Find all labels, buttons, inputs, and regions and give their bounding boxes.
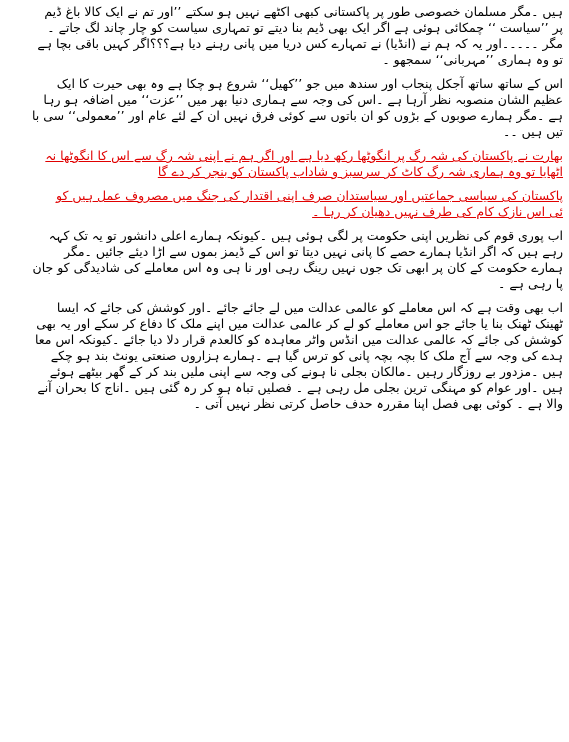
text-line: ہدے کی وجہ سے آج ملک کا بچہ بچہ پانی کو ترس گیا ہے ۔ہمارے ہزاروں صنعتی یونٹ بند ہو چکے xyxy=(50,348,563,363)
paragraph-2 xyxy=(6,76,563,140)
text-line: ہیں ۔مزدور بے روزگار رہیں ۔مالکان بجلی نا ہونے کی وجہ سے اپنی ملیں بند کر کے گھر بیٹھے ہوئے xyxy=(49,364,563,379)
text-line: کوشش کی جائے کہ عالمی عدالت میں انڈس واٹر معاہدہ کو کالعدم قرار دلا دیا جائے ۔کیونکہ اس معا xyxy=(34,332,563,347)
text-line: تیں ہیں ۔۔ xyxy=(503,124,563,139)
text-line: تو وہ ہماری ’’مہربانی‘‘ سمجھو ۔ xyxy=(382,52,563,67)
text-line: والا ہے ۔ کوئی بھی فصل اپنا مقررہ حدف حاصل کرتی نظر نہیں آتی ۔ xyxy=(193,396,563,411)
text-line: اب پوری قوم کی نظریں اپنی حکومت پر لگی ہوئی ہیں ۔کیونکہ ہمارے اعلی دانشور تو یہ تک کہہ xyxy=(48,228,563,243)
highlighted-text-line: ئی اس نازک کام کی طرف نہیں دھیان کر رہا ۔ xyxy=(312,204,563,219)
highlighted-paragraph-1 xyxy=(6,148,563,180)
text-line: ہے ۔مگر ہمارے صوبوں کے بڑوں کو ان باتوں سے کوئی فرق نہیں ان کے لئے عام اور ’’معمولی‘‘ سی با xyxy=(31,108,563,123)
text-line: اس کے ساتھ ساتھ آجکل پنجاب اور سندھ میں جو ’’کھیل‘‘ شروع ہو چکا ہے وہ بھی حیرت کا ایک xyxy=(56,76,563,91)
text-line: پا رہی ہے ۔ xyxy=(498,276,563,291)
text-line: ہیں ۔اور عوام کو مہنگی ترین بجلی مل رہی ہے ۔ فصلیں تباہ ہو کر رہ گئی ہیں ۔اناج کا بحران آنے xyxy=(37,380,563,395)
highlighted-paragraph-2 xyxy=(6,188,563,220)
text-line: مگر ۔۔۔۔۔اور یہ کہ ہم نے (انڈیا) نے تمہارے کس دریا میں پانی رہنے دیا ہے؟؟؟اگر کہیں باقی بچا ہے xyxy=(37,36,563,51)
highlighted-text-line: اٹھایا تو وہ ہماری شہ رگ کاٹ کر سرسبز و شاداب پاکستان کو بنجر کر دے گا xyxy=(157,164,563,179)
text-line: ہیں ۔مگر مسلمان خصوصی طور پر پاکستانی کبھی اکٹھے نہیں ہو سکتے ’’اور تم نے ایک کالا باغ ڈیم xyxy=(44,4,563,19)
paragraph-3 xyxy=(6,228,563,292)
highlighted-text-line: پاکستان کی سیاسی جماعتیں اور سیاستدان صرف اپنی اقتدار کی جنگ میں مصروف عمل ہیں کو xyxy=(56,188,563,203)
highlighted-text-line: بھارت نے پاکستان کی شہ رگ پر انگوٹھا رکھ دیا ہے اور اگر ہم نے اپنی شہ رگ سے اس کا انگوٹھا نہ xyxy=(45,148,563,163)
paragraph-4 xyxy=(6,300,563,412)
text-line: اب بھی وقت ہے کہ اس معاملے کو عالمی عدالت میں لے جائے جائے ۔اور کوشش کی جائے کہ ایسا xyxy=(56,300,563,315)
text-line: پر ’’سیاست ‘‘ چمکائی ہوئی ہے اگر ایک بھی ڈیم بنا دیتے تو تمہاری سیاست کو چار چاند لگ جاتے ۔ xyxy=(47,20,563,35)
text-line: ہمارے حکومت کے کان پر ابھی تک جوں نہیں رینگ رہی اور نا ہی وہ اس معاملے کی شادیدگی کو جان xyxy=(32,260,563,275)
paragraph-1 xyxy=(6,4,563,68)
text-line: عظیم الشان منصوبہ نظر آرہا ہے ۔اس کی وجہ سے ہماری دنیا بھر میں ’’عزت‘‘ میں اضافہ ہو رہا xyxy=(43,92,563,107)
article-body xyxy=(6,4,563,738)
text-line: رہے ہیں کہ اگر انڈیا ہمارے حصے کا پانی نہیں دیتا تو اس کے ڈیمز بموں سے اڑا دیئے جائیں ۔مگر xyxy=(64,244,563,259)
text-line: ٹھینک ٹھنک بنا یا جائے جو اس معاملے کو لے کر عالمی عدالت میں اپنے ملک کا دفاع کر سکے اور یہ بھی xyxy=(36,316,563,331)
